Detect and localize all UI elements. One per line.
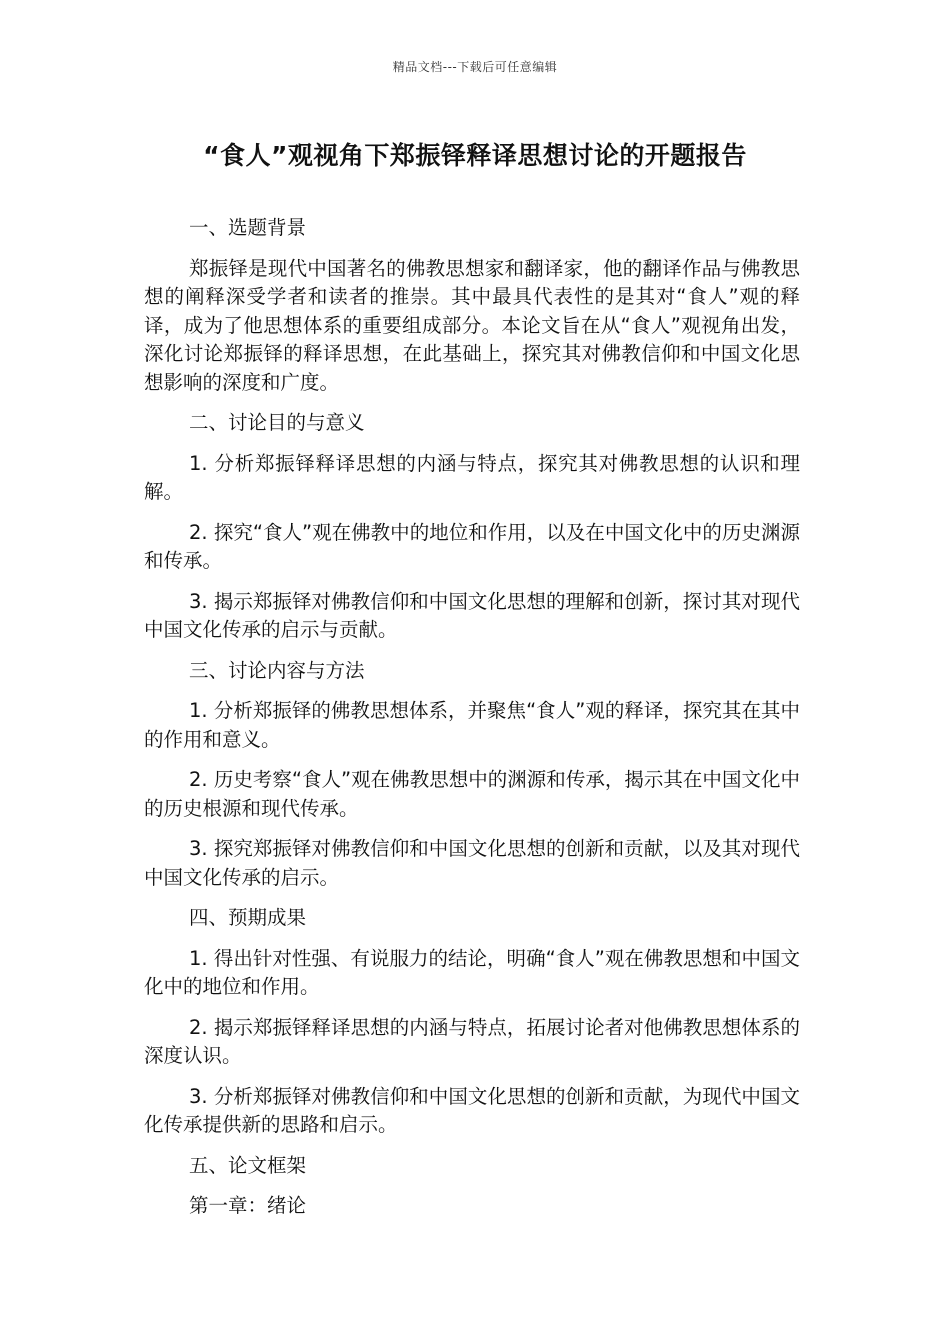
background-paragraph: 郑振铎是现代中国著名的佛教思想家和翻译家，他的翻译作品与佛教思想的阐释深受学者和读者的推崇。其中最具代表性的是其对“食人”观的释译，成为了他思想体系的重要组成部分。本论文旨在从“食人”观视角出发，深化讨论郑振铎的释译思想，在此基础上，探究其对佛教信仰和中国文化思想影响的深度和广度。 bbox=[144, 256, 800, 394]
expected-result-item: 2. 揭示郑振铎释译思想的内涵与特点，拓展讨论者对他佛教思想体系的深度认识。 bbox=[144, 1015, 800, 1067]
chapter-heading: 第一章：绪论 bbox=[189, 1194, 307, 1217]
document-title: “食人”观视角下郑振铎释译思想讨论的开题报告 bbox=[203, 141, 747, 170]
section-heading-purpose: 二、讨论目的与意义 bbox=[189, 411, 365, 434]
content-method-item: 3. 探究郑振铎对佛教信仰和中国文化思想的创新和贡献，以及其对现代中国文化传承的启示。 bbox=[144, 837, 800, 889]
section-heading-framework: 五、论文框架 bbox=[189, 1153, 307, 1177]
section-heading-content-method: 三、讨论内容与方法 bbox=[189, 658, 365, 682]
document-body bbox=[144, 214, 800, 1233]
header-note: 精品文档---下载后可任意编辑 bbox=[392, 60, 558, 74]
content-method-item: 1. 分析郑振铎的佛教思想体系，并聚焦“食人”观的释译，探究其在其中的作用和意义。 bbox=[144, 699, 800, 751]
purpose-item: 1. 分析郑振铎释译思想的内涵与特点，探究其对佛教思想的认识和理解。 bbox=[144, 451, 800, 503]
purpose-item: 2. 探究“食人”观在佛教中的地位和作用，以及在中国文化中的历史渊源和传承。 bbox=[144, 520, 800, 572]
expected-result-item: 1. 得出针对性强、有说服力的结论，明确“食人”观在佛教思想和中国文化中的地位和作用。 bbox=[144, 946, 800, 998]
expected-result-item: 3. 分析郑振铎对佛教信仰和中国文化思想的创新和贡献，为现代中国文化传承提供新的思路和启示。 bbox=[144, 1084, 800, 1136]
purpose-item: 3. 揭示郑振铎对佛教信仰和中国文化思想的理解和创新，探讨其对现代中国文化传承的启示与贡献。 bbox=[144, 589, 800, 641]
section-heading-background: 一、选题背景 bbox=[189, 216, 307, 239]
section-heading-expected-results: 四、预期成果 bbox=[189, 906, 307, 929]
content-method-item: 2. 历史考察“食人”观在佛教思想中的渊源和传承，揭示其在中国文化中的历史根源和现代传承。 bbox=[144, 768, 800, 820]
